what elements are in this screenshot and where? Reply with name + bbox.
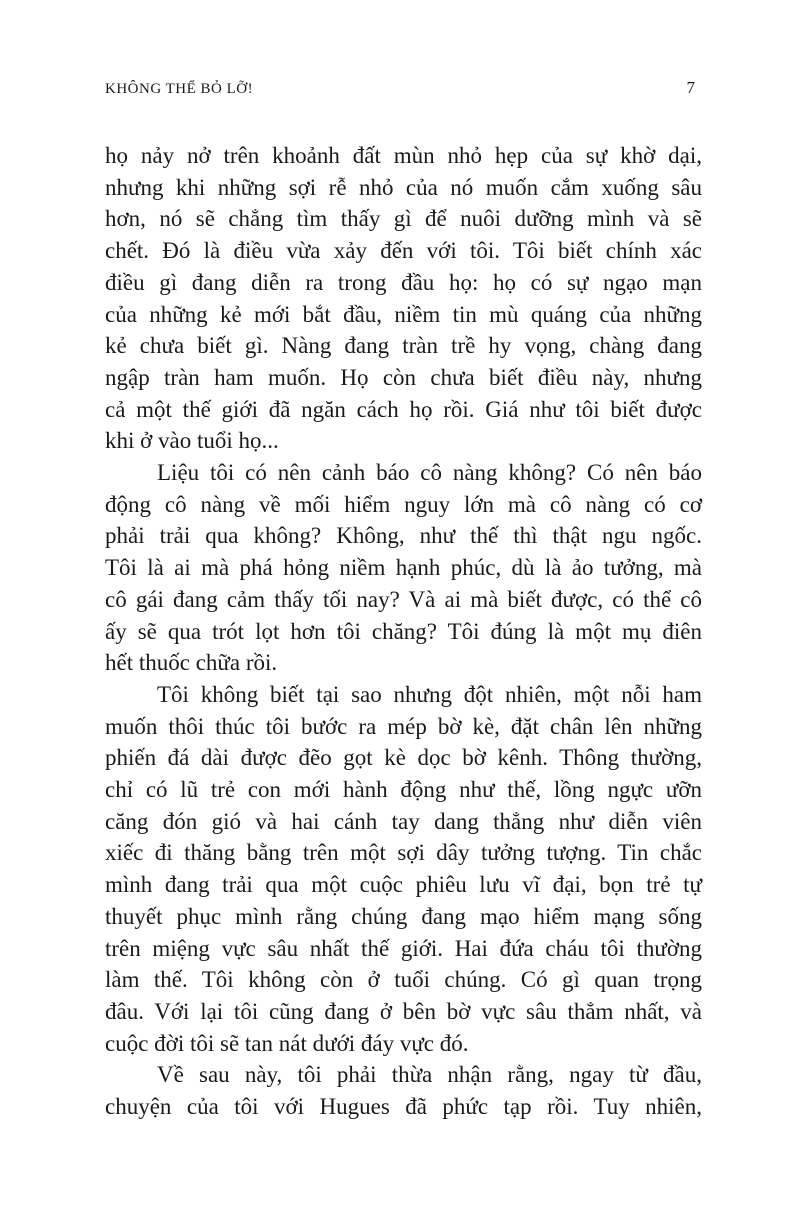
text-line: điều gì đang diễn ra trong đầu họ: họ có sự ngạo mạn: [105, 269, 702, 295]
body-text: [105, 140, 702, 1123]
text-line: ấy sẽ qua trót lọt hơn tôi chăng? Tôi đúng là một mụ điên: [105, 618, 702, 644]
text-line: phiến đá dài được đẽo gọt kè dọc bờ kênh. Thông thường,: [105, 745, 702, 771]
text-line: cả một thế giới đã ngăn cách họ rồi. Giá như tôi biết được: [105, 396, 702, 422]
text-line: Tôi là ai mà phá hỏng niềm hạnh phúc, dù là ảo tưởng, mà: [105, 555, 702, 581]
text-line: chuyện của tôi với Hugues đã phức tạp rồi. Tuy nhiên,: [105, 1094, 702, 1120]
paragraph: [105, 457, 702, 679]
text-line: họ nảy nở trên khoảnh đất mùn nhỏ hẹp của sự khờ dại,: [105, 143, 702, 168]
text-line: chỉ có lũ trẻ con mới hành động như thế, lồng ngực ưỡn: [105, 777, 702, 803]
text-line: chết. Đó là điều vừa xảy đến với tôi. Tôi biết chính xác: [105, 238, 702, 264]
text-line: Liệu tôi có nên cảnh báo cô nàng không? Có nên báo: [157, 460, 702, 486]
page-number: 7: [686, 78, 695, 97]
text-line: đâu. Với lại tôi cũng đang ở bên bờ vực sâu thẳm nhất, và: [105, 998, 702, 1024]
text-line: muốn thôi thúc tôi bước ra mép bờ kè, đặt chân lên những: [105, 713, 702, 739]
page-header: [105, 78, 695, 98]
text-line: hơn, nó sẽ chẳng tìm thấy gì để nuôi dưỡng mình và sẽ: [105, 206, 702, 232]
text-line: xiếc đi thăng bằng trên một sợi dây tưởng tượng. Tin chắc: [105, 840, 702, 866]
text-line: làm thế. Tôi không còn ở tuổi chúng. Có gì quan trọng: [105, 967, 702, 993]
text-line: ngập tràn ham muốn. Họ còn chưa biết điều này, nhưng: [105, 364, 702, 390]
text-line: trên miệng vực sâu nhất thế giới. Hai đứa cháu tôi thường: [105, 935, 702, 961]
text-line: khi ở vào tuổi họ...: [105, 428, 279, 454]
text-line: mình đang trải qua một cuộc phiêu lưu vĩ đại, bọn trẻ tự: [105, 872, 702, 898]
running-head: KHÔNG THỂ BỎ LỠ!: [105, 81, 254, 97]
text-line: thuyết phục mình rằng chúng đang mạo hiểm mạng sống: [105, 903, 702, 929]
text-line: Về sau này, tôi phải thừa nhận rằng, ngay từ đầu,: [157, 1062, 702, 1088]
text-line: cuộc đời tôi sẽ tan nát dưới đáy vực đó.: [105, 1030, 469, 1056]
text-line: phải trải qua không? Không, như thế thì thật ngu ngốc.: [105, 523, 702, 549]
text-line: cô gái đang cảm thấy tối nay? Và ai mà biết được, có thể cô: [105, 586, 702, 612]
text-line: kẻ chưa biết gì. Nàng đang tràn trề hy vọng, chàng đang: [105, 333, 702, 359]
text-line: căng đón gió và hai cánh tay dang thẳng như diễn viên: [105, 808, 702, 834]
text-line: nhưng khi những sợi rễ nhỏ của nó muốn cắm xuống sâu: [105, 174, 702, 200]
paragraph: [105, 679, 702, 1059]
text-line: Tôi không biết tại sao nhưng đột nhiên, một nỗi ham: [157, 681, 702, 707]
text-line: động cô nàng về mối hiểm nguy lớn mà cô nàng có cơ: [105, 491, 702, 517]
paragraph: [105, 1059, 702, 1122]
paragraph: [105, 140, 702, 457]
text-line: hết thuốc chữa rồi.: [105, 650, 278, 676]
text-line: của những kẻ mới bắt đầu, niềm tin mù quáng của những: [105, 301, 702, 327]
